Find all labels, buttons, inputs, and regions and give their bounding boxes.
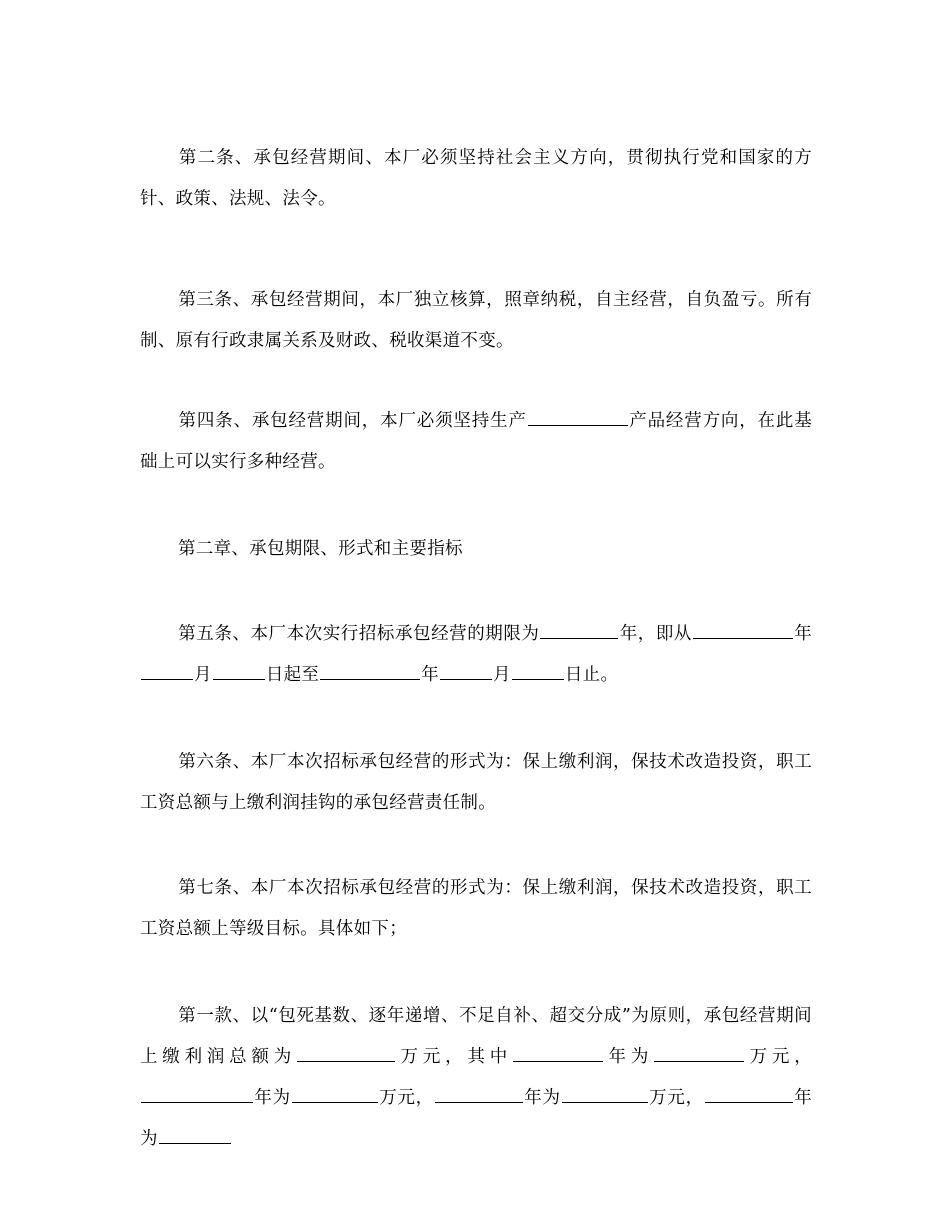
chapter-2-title-paragraph [140,529,812,570]
article-2-paragraph [140,138,812,220]
article-5-text-6: 年 [421,665,440,685]
article-5-text-4: 月 [194,665,212,685]
article-6-text: 第六条、本厂本次招标承包经营的形式为：保上缴利润，保技术改造投资，职工工资总额与上缴利润挂钩的承包经营责任制。 [140,752,812,813]
article-7-text: 第七条、本厂本次招标承包经营的形式为：保上缴利润，保技术改造投资，职工工资总额上等级目标。具体如下； [140,878,812,939]
article-4-text-part2: 产品经营方向，在此基础上可以实行多种经营。 [140,411,812,472]
clause-1-text-9: 年为 [140,1088,812,1149]
clause-1-text-7: 年为 [523,1088,561,1108]
amount-2-blank [292,1101,378,1103]
term-years-blank [540,637,618,639]
article-6-paragraph [140,742,812,824]
article-3-paragraph [140,280,812,362]
amount-4-blank [159,1142,231,1144]
clause-1-text-8: 万元， [648,1088,704,1108]
article-3-text: 第三条、承包经营期间，本厂独立核算，照章纳税，自主经营，自负盈亏。所有制、原有行政隶属关系及财政、税收渠道不变。 [140,290,812,351]
end-year-blank [320,678,420,680]
article-5-text-5: 日起至 [265,665,320,685]
clause-1-text-1: 第一款、以“包死基数、逐年递增、不足自补、超交分成”为原则，承包经营期间上缴利润总额为 [140,1006,812,1067]
year-4-blank [705,1101,793,1103]
clause-1-text-6: 万元， [378,1088,434,1108]
total-profit-blank [297,1060,395,1062]
end-day-blank [512,678,564,680]
article-5-paragraph [140,614,812,696]
article-4-paragraph [140,401,812,483]
clause-1-text-2: 万元，其中 [396,1047,513,1067]
article-5-text-1: 第五条、本厂本次实行招标承包经营的期限为 [178,624,540,644]
clause-1-paragraph [140,996,812,1160]
amount-3-blank [562,1101,648,1103]
year-3-blank [435,1101,523,1103]
article-5-text-7: 月 [493,665,511,685]
article-5-text-2: 年，即从 [619,624,692,644]
article-7-paragraph [140,868,812,950]
article-4-text-part1: 第四条、承包经营期间，本厂必须坚持生产 [178,411,527,431]
clause-1-text-3: 年为 [604,1047,654,1067]
start-day-blank [213,678,265,680]
end-month-blank [440,678,492,680]
clause-1-text-5: 年为 [254,1088,291,1108]
year-2-blank [141,1101,253,1103]
start-year-blank [693,637,793,639]
amount-1-blank [654,1060,744,1062]
start-month-blank [141,678,193,680]
chapter-2-title: 第二章、承包期限、形式和主要指标 [178,539,463,559]
article-5-text-8: 日止。 [564,665,619,685]
clause-1-text-4: 万元， [745,1047,813,1067]
product-blank [528,424,628,426]
article-5-text-3: 年 [793,624,812,644]
article-2-text: 第二条、承包经营期间、本厂必须坚持社会主义方向，贯彻执行党和国家的方针、政策、法规、法令。 [140,148,812,209]
year-1-blank [513,1060,603,1062]
